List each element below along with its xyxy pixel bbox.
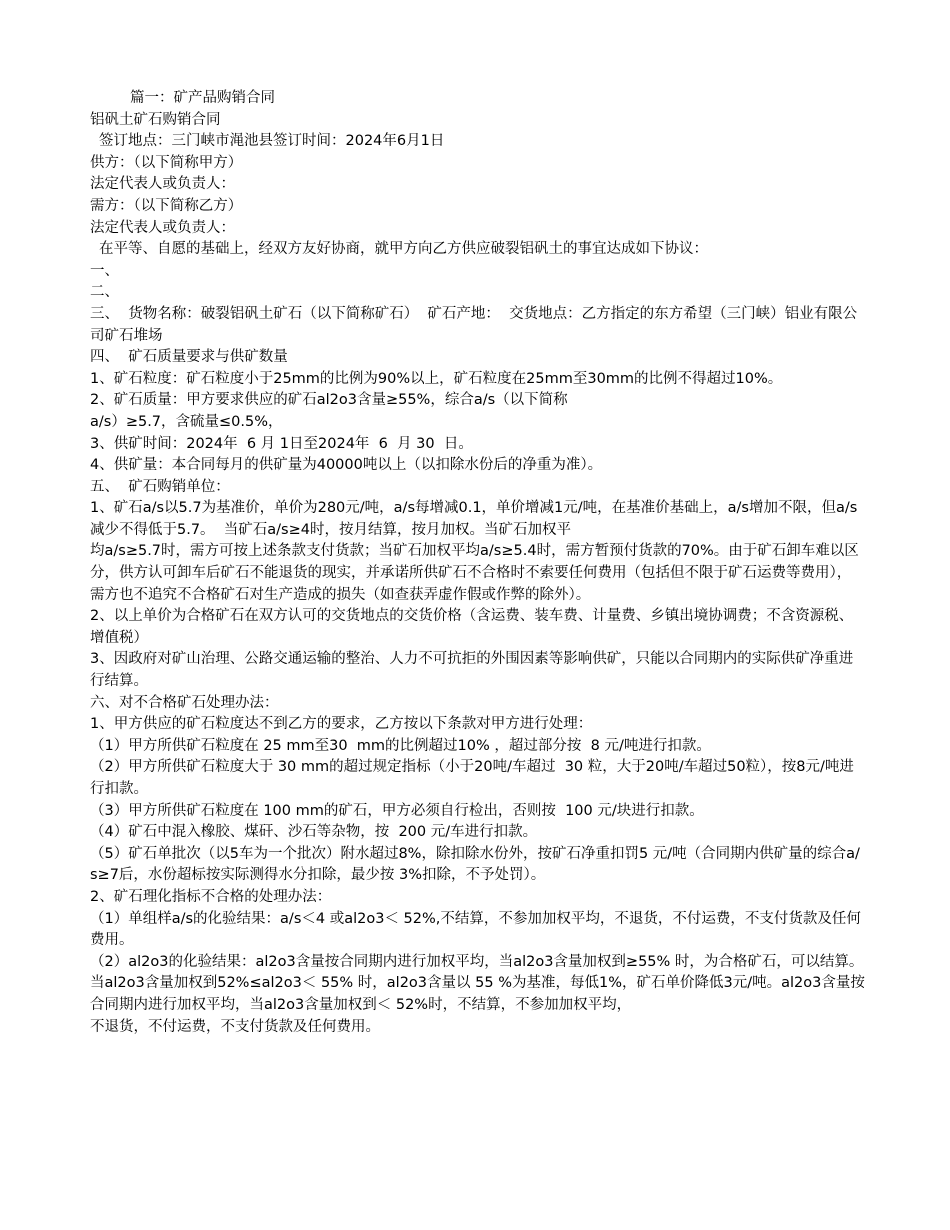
clause-granularity-penalty: 1、甲方供应的矿石粒度达不到乙方的要求，乙方按以下条款对甲方进行处理： xyxy=(90,716,593,733)
clause-base-price: 1、矿石a/s以5.7为基准价，单价为280元/吨，a/s每增减0.1，单价增减1元/吨，在基准价基础上，a/s增加不限，但a/s减少不得低于5.7。 当矿石a/s≥4时，按月结算，按月加权。当矿石加权平 均a/s≥5.7时，需方可按上述条款支付货款；当矿石加权平均a/s≥5.4时，需方暂预付货款的70%。由于矿石卸车难以区分，供方认可卸车后矿石不能退货的现实，并承诺所供矿石不合格时不索要任何费用（包括但不限于矿石运费等费用），需方也不追究不合格矿石对生产造成的损失（如查获弄虚作假或作弊的除外）。 xyxy=(90,500,859,603)
clause-quality: 2、矿石质量：甲方要求供应的矿石al2o3含量≥55%，综合a/s（以下简称 a/s）≥5.7，含硫量≤0.5%， xyxy=(90,392,568,430)
penalty-item-2: （2）甲方所供矿石粒度大于 30 mm的超过规定指标（小于20吨/车超过 30 粒，大于20吨/车超过50粒），按8元/吨进行扣款。 xyxy=(90,759,854,797)
clause-delivery-price: 2、以上单价为合格矿石在双方认可的交货地点的交货价格（含运费、装车费、计量费、乡镇出境协调费；不含资源税、增值税） xyxy=(90,608,854,646)
preamble: 在平等、自愿的基础上，经双方友好协商，就甲方向乙方供应破裂铝矾土的事宜达成如下协议： xyxy=(99,241,708,258)
contract-title: 铝矾土矿石购销合同 xyxy=(90,111,221,128)
supplier-line: 供方：（以下简称甲方） xyxy=(90,154,243,171)
penalty-item-4: （4）矿石中混入橡胶、煤矸、沙石等杂物，按 200 元/车进行扣款。 xyxy=(90,824,538,841)
chemistry-item-1: （1）单组样a/s的化验结果：a/s＜4 或al2o3＜ 52%,不结算，不参加加权平均，不退货，不付运费，不支付货款及任何费用。 xyxy=(90,910,861,949)
penalty-item-1: （1）甲方所供矿石粒度在 25 mm至30 mm的比例超过10% ，超过部分按 8 元/吨进行扣款。 xyxy=(90,737,711,754)
section-pricing-heading: 五、 矿石购销单位： xyxy=(90,478,230,495)
clause-supply-time: 3、供矿时间：2024年 6 月 1日至2024年 6 月 30 日。 xyxy=(90,435,473,452)
signing-info: 签订地点：三门峡市渑池县签订时间：2024年6月1日 xyxy=(99,133,445,150)
chemistry-item-2: （2）al2o3的化验结果：al2o3含量按合同期内进行加权平均，当al2o3含量加权到≥55% 时，为合格矿石，可以结算。当al2o3含量加权到52%≤al2o3＜ 55% 时，al2o3含量以 55 %为基准，每低1%，矿石单价降低3元/吨。al2o3含量按合同期内进行加权平均，当al2o3含量加权到＜ 52%时，不结算，不参加加权平均， xyxy=(90,953,865,1013)
closing-line: 不退货，不付运费，不支付货款及任何费用。 xyxy=(90,1018,380,1035)
clause-granularity: 1、矿石粒度：矿石粒度小于25mm的比例为90%以上，矿石粒度在25mm至30mm的比例不得超过10%。 xyxy=(90,370,783,387)
clause-force-majeure: 3、因政府对矿山治理、公路交通运输的整治、人力不可抗拒的外围因素等影响供矿，只能以合同期内的实际供矿净重进行结算。 xyxy=(90,651,854,690)
penalty-item-5: （5）矿石单批次（以5车为一个批次）附水超过8%，除扣除水份外，按矿石净重扣罚5 元/吨（合同期内供矿量的综合a/s≥7后，水份超标按实际测得水分扣除，最少按 3%扣除，不予处罚）。 xyxy=(90,845,860,884)
section-nonconforming-heading: 六、对不合格矿石处理办法： xyxy=(90,694,279,711)
buyer-representative: 法定代表人或负责人： xyxy=(90,219,235,236)
clause-chemistry-heading: 2、矿石理化指标不合格的处理办法： xyxy=(90,888,332,905)
section-one: 一、 xyxy=(90,262,119,279)
contract-document xyxy=(90,88,865,1038)
article-heading: 篇一：矿产品购销合同 xyxy=(130,90,275,106)
section-goods: 三、 货物名称：破裂铝矾土矿石（以下简称矿石） 矿石产地： 交货地点：乙方指定的东方希望（三门峡）铝业有限公司矿石堆场 xyxy=(90,305,858,344)
section-quality-heading: 四、 矿石质量要求与供矿数量 xyxy=(90,349,288,366)
clause-supply-quantity: 4、供矿量：本合同每月的供矿量为40000吨以上（以扣除水份后的净重为准）。 xyxy=(90,457,603,474)
buyer-line: 需方：（以下简称乙方） xyxy=(90,197,243,214)
section-two: 二、 xyxy=(90,284,119,301)
penalty-item-3: （3）甲方所供矿石粒度在 100 mm的矿石，甲方必须自行检出，否则按 100 元/块进行扣款。 xyxy=(90,802,704,819)
supplier-representative: 法定代表人或负责人： xyxy=(90,176,235,193)
